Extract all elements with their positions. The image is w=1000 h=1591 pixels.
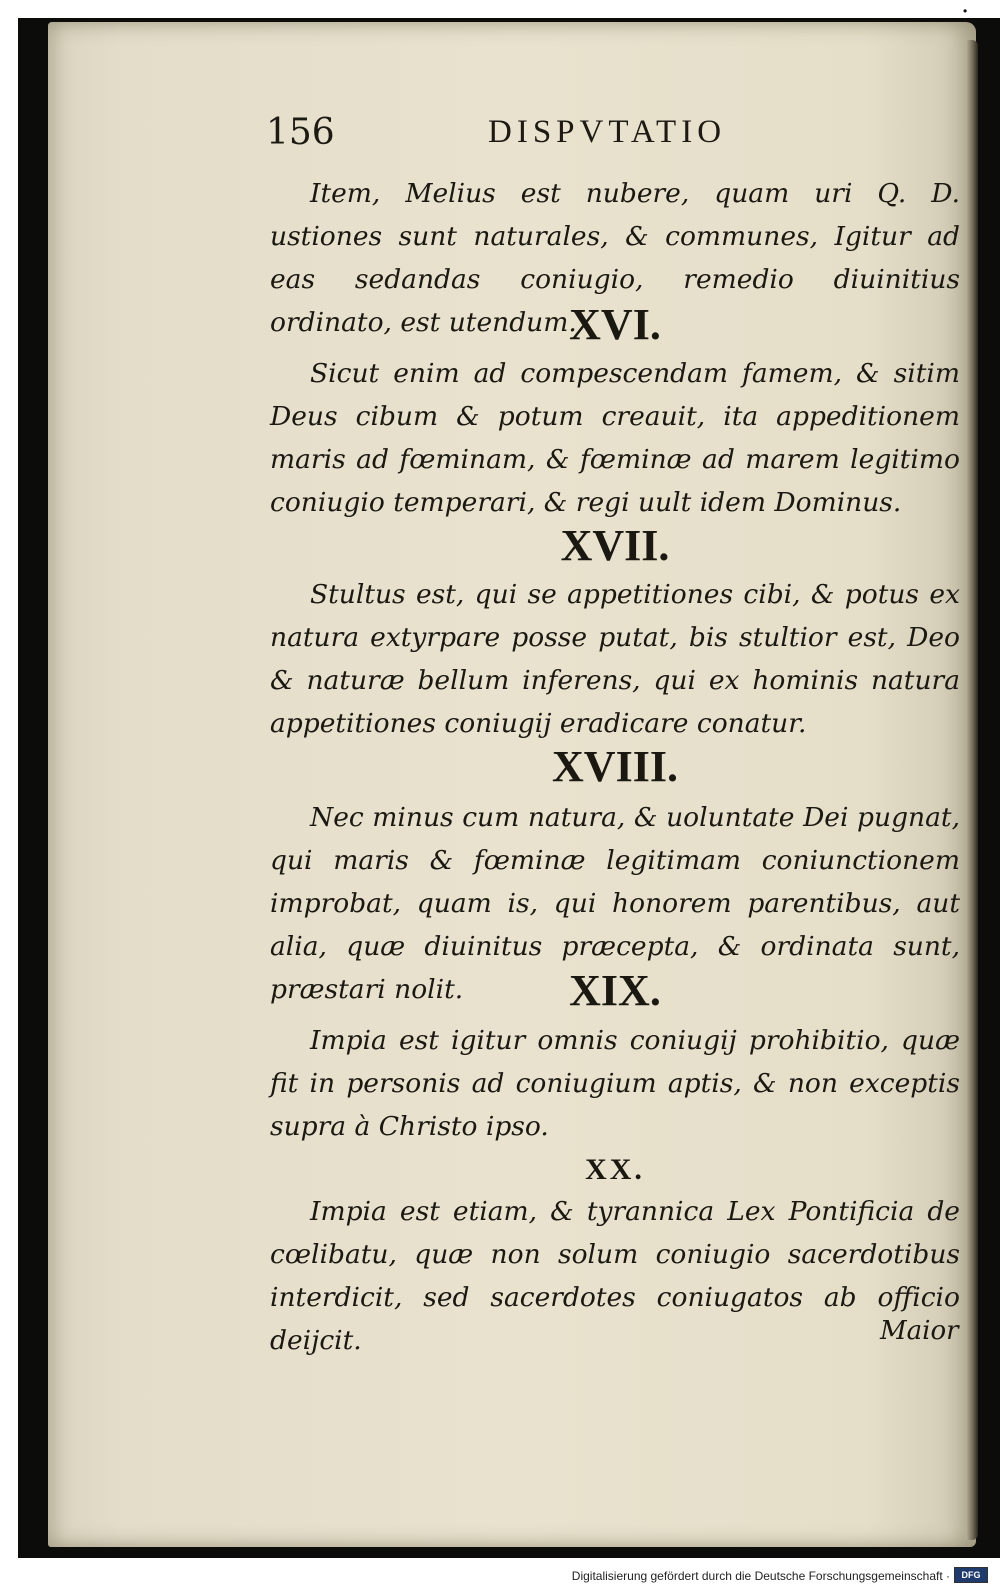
paragraph-intro: Item, Melius est nubere, quam uri Q. D. ustiones sunt naturales, & communes, Igitur ad eas sedandas coniugio, remedio diuinitius ordinato, est utendum. bbox=[270, 178, 960, 338]
paragraph-xvii: Stultus est, qui se appetitiones cibi, & potus ex natura extyrpare posse putat, bis stultior est, Deo & naturæ bellum inferens, qui ex hominis natura appetitiones coniugij eradicare conatur. bbox=[270, 579, 960, 739]
paragraph-xix: Impia est igitur omnis coniugij prohibitio, quæ fit in personis ad coniugium aptis, & non exceptis supra à Christo ipso. bbox=[270, 1025, 960, 1142]
paragraph-xx: Impia est etiam, & tyrannica Lex Pontificia de cœlibatu, quæ non solum coniugio sacerdotibus interdicit, sed sacerdotes coniugatos ab officio deijcit. bbox=[270, 1196, 960, 1356]
paragraph-xvi: Sicut enim ad compescendam famem, & sitim Deus cibum & potum creauit, ita appeditionem maris ad fœminam, & fœminæ ad marem legitimo coniugio temperari, & regi uult idem Dominus. bbox=[270, 358, 960, 518]
catchword: Maior bbox=[880, 1316, 959, 1346]
dfg-logo-icon: DFG bbox=[954, 1567, 988, 1583]
page-header bbox=[0, 112, 1000, 172]
footer-credit: Digitalisierung gefördert durch die Deutsche Forschungsgemeinschaft · bbox=[571, 1569, 950, 1583]
section-numeral-xvi: XVI. bbox=[569, 300, 661, 349]
paragraph-xviii: Nec minus cum natura, & uoluntate Dei pugnat, qui maris & fœminæ legitimam coniunctionem improbat, quam is, qui honorem parentibus, aut alia, quæ diuinitus præcepta, & ordinata sunt, præstari nolit. bbox=[270, 802, 960, 1005]
page-edge bbox=[966, 40, 978, 1540]
section-numeral-xix: XIX. bbox=[569, 966, 661, 1015]
footer-bar bbox=[0, 1558, 1000, 1591]
running-title: DISPVTATIO bbox=[488, 114, 727, 150]
section-numeral-xviii: XVIII. bbox=[552, 742, 678, 791]
section-numeral-xx: XX. bbox=[585, 1153, 645, 1186]
corner-mark: • bbox=[963, 4, 968, 18]
section-numeral-xvii: XVII. bbox=[560, 521, 670, 570]
page-number: 156 bbox=[266, 112, 335, 153]
